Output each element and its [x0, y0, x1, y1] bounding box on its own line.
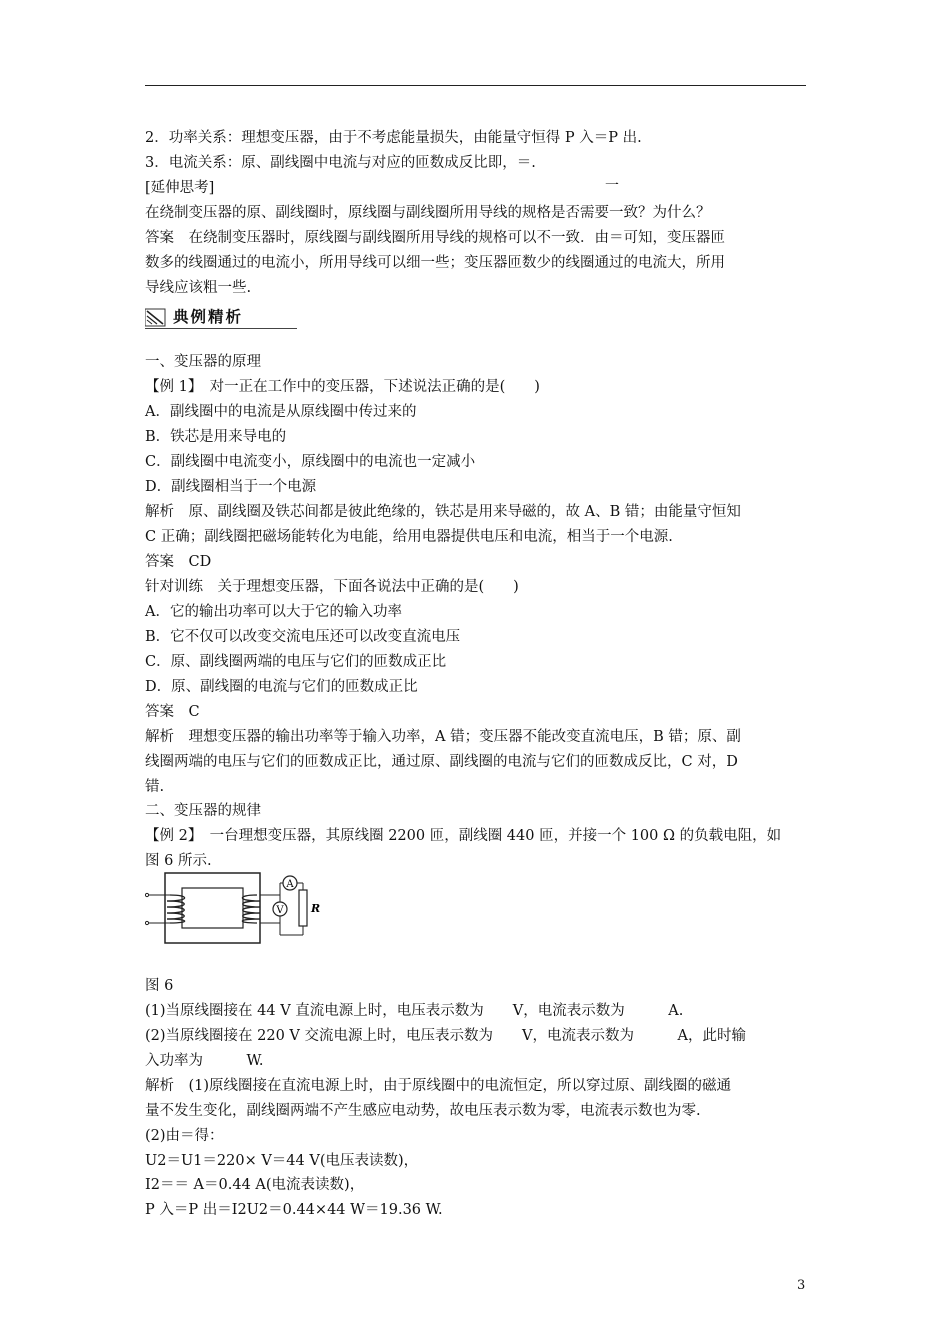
- text-line: 答案 C: [145, 704, 200, 720]
- text-line: 图 6: [145, 978, 174, 994]
- text-line: (2)由＝得：: [145, 1128, 224, 1144]
- text-line: 【例 1】 对一正在工作中的变压器，下述说法正确的是( ): [145, 379, 540, 395]
- text-line: (1)当原线圈接在 44 V 直流电源上时，电压表示数为 V，电流表示数为 A.: [145, 1003, 684, 1019]
- section-marker-icon: [145, 307, 169, 327]
- transformer-circuit-figure: [145, 865, 335, 950]
- terminal-bottom: [145, 921, 148, 924]
- text-line: 导线应该粗一些.: [145, 280, 252, 296]
- text-line: 二、变压器的规律: [145, 803, 261, 819]
- text-line: 在绕制变压器的原、副线圈时，原线圈与副线圈所用导线的规格是否需要一致？为什么？: [145, 205, 711, 221]
- text-line: D．原、副线圈的电流与它们的匝数成正比: [145, 679, 418, 695]
- text-line: 3．电流关系：原、副线圈中电流与对应的匝数成反比即，＝.: [145, 155, 536, 171]
- text-line: 答案 在绕制变压器时，原线圈与副线圈所用导线的规格可以不一致．由＝可知，变压器匝: [145, 230, 725, 246]
- terminal-top: [145, 893, 148, 896]
- text-line: 量不发生变化，副线圈两端不产生感应电动势，故电压表示数为零，电流表示数也为零.: [145, 1103, 701, 1119]
- text-line: [延伸思考]: [145, 180, 215, 196]
- resistor-label: R: [311, 902, 321, 915]
- dash-mark: 一: [605, 178, 619, 194]
- text-line: 错.: [145, 779, 165, 795]
- text-line: A．它的输出功率可以大于它的输入功率: [145, 604, 402, 620]
- text-line: 数多的线圈通过的电流小，所用导线可以细一些；变压器匝数少的线圈通过的电流大，所用: [145, 255, 725, 271]
- text-line: A．副线圈中的电流是从原线圈中传过来的: [145, 404, 417, 420]
- text-line: 线圈两端的电压与它们的匝数成正比，通过原、副线圈的电流与它们的匝数成反比，C 对，D: [145, 754, 738, 770]
- text-line: I2＝＝ A＝0.44 A(电流表读数)，: [145, 1177, 365, 1193]
- text-line: 一、变压器的原理: [145, 354, 261, 370]
- text-line: 解析 理想变压器的输出功率等于输入功率，A 错；变压器不能改变直流电压，B 错；原、副: [145, 729, 741, 745]
- text-line: 【例 2】 一台理想变压器，其原线圈 2200 匝，副线圈 440 匝，并接一个 100 Ω 的负载电阻，如: [145, 828, 782, 844]
- text-line: 2．功率关系：理想变压器，由于不考虑能量损失，由能量守恒得 P 入＝P 出.: [145, 130, 642, 146]
- section-heading: [145, 305, 297, 329]
- transformer-circuit-diagram: [145, 865, 335, 950]
- text-line: 解析 (1)原线圈接在直流电源上时，由于原线圈中的电流恒定，所以穿过原、副线圈的磁通: [145, 1078, 732, 1094]
- text-line: U2＝U1＝220× V＝44 V(电压表读数)，: [145, 1153, 419, 1169]
- text-line: P 入＝P 出＝I2U2＝0.44×44 W＝19.36 W.: [145, 1202, 443, 1218]
- text-line: D．副线圈相当于一个电源: [145, 479, 317, 495]
- header-rule: [145, 85, 806, 86]
- secondary-coil: [242, 895, 260, 923]
- text-line: B．它不仅可以改变交流电压还可以改变直流电压: [145, 629, 461, 645]
- resistor-icon: [299, 890, 307, 926]
- text-line: C．副线圈中电流变小，原线圈中的电流也一定减小: [145, 454, 476, 470]
- text-line: 解析 原、副线圈及铁芯间都是彼此绝缘的，铁芯是用来导磁的，故 A、B 错；由能量守恒知: [145, 504, 741, 520]
- text-line: C 正确；副线圈把磁场能转化为电能，给用电器提供电压和电流，相当于一个电源.: [145, 529, 673, 545]
- text-line: 入功率为 W.: [145, 1053, 264, 1069]
- voltmeter-label: V: [276, 905, 284, 916]
- text-line: C．原、副线圈两端的电压与它们的匝数成正比: [145, 654, 447, 670]
- ammeter-label: A: [286, 879, 294, 890]
- section-title: 典例精析: [173, 308, 244, 326]
- text-line: B．铁芯是用来导电的: [145, 429, 287, 445]
- section-rule: [145, 328, 297, 329]
- text-line: 图 6 所示.: [145, 853, 212, 869]
- text-line: (2)当原线圈接在 220 V 交流电源上时，电压表示数为 V，电流表示数为 A，此时输: [145, 1028, 746, 1044]
- page-number: 3: [797, 1278, 806, 1293]
- text-line: 答案 CD: [145, 554, 212, 570]
- iron-core-inner: [182, 888, 243, 928]
- text-line: 针对训练 关于理想变压器，下面各说法中正确的是( ): [145, 579, 519, 595]
